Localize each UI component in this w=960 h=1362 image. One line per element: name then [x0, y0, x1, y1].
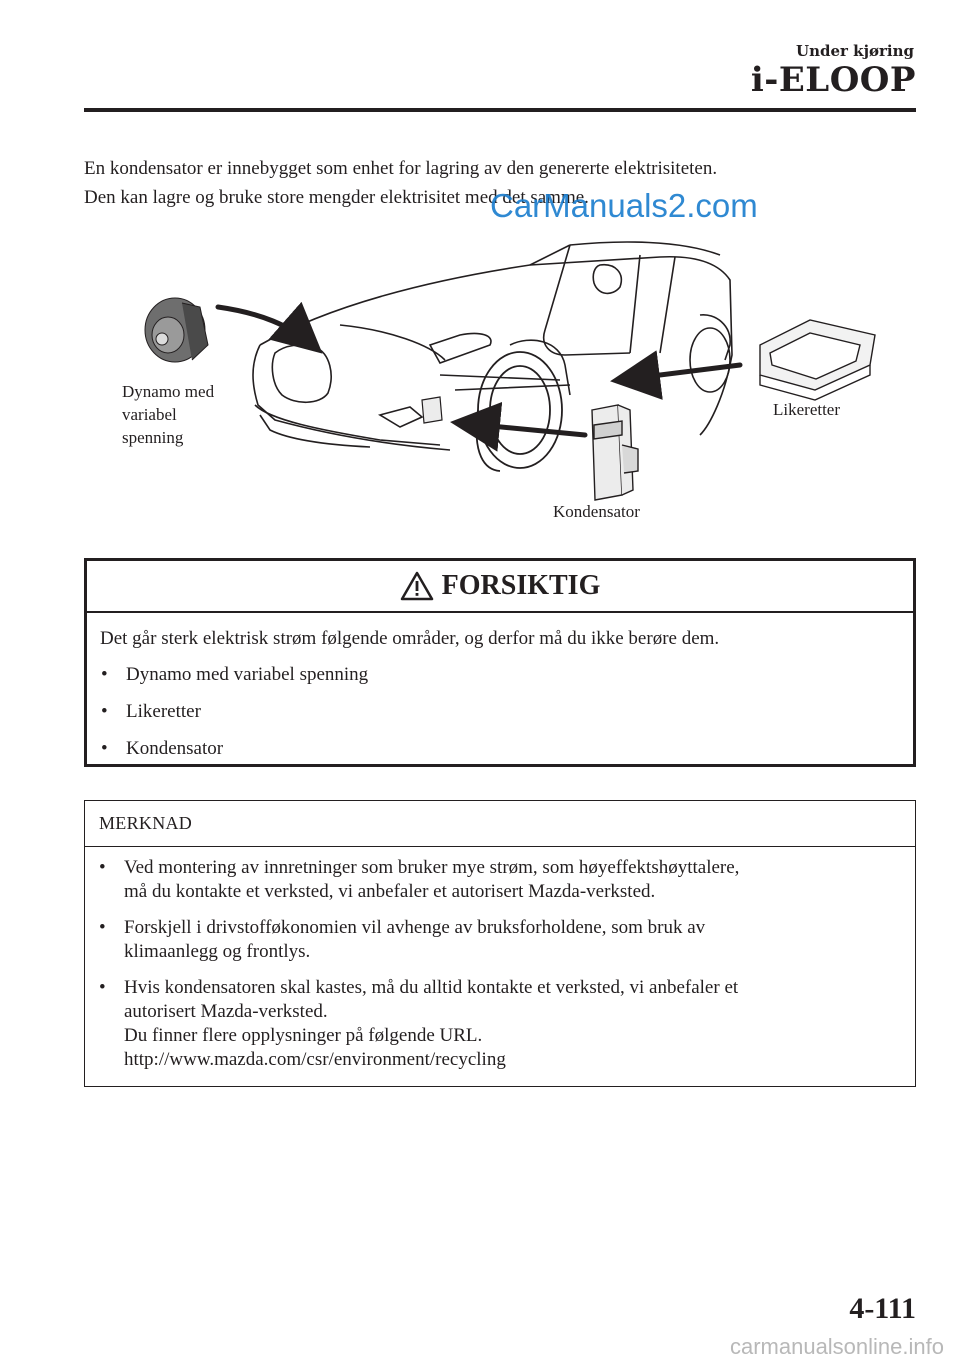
- note-line: Ved montering av innretninger som bruker mye strøm, som høyeffektshøyttalere,: [124, 857, 740, 878]
- warning-triangle-icon: [400, 571, 434, 601]
- header-section-label: Under kjøring: [796, 42, 914, 60]
- note-item: [98, 976, 901, 1072]
- car-illustration: [100, 235, 900, 535]
- caution-item: [100, 699, 899, 725]
- recycling-url[interactable]: http://www.mazda.com/csr/environment/recycling: [124, 1049, 506, 1070]
- note-line: autorisert Mazda-verksted.: [124, 1001, 328, 1022]
- caution-item-text: Kondensator: [126, 738, 224, 759]
- footer-site-text: carmanualsonline.info: [729, 1334, 944, 1359]
- front-wheel: [477, 352, 562, 471]
- note-item: [98, 856, 901, 904]
- note-item-text: [124, 976, 738, 1072]
- rear-wheel: [690, 328, 730, 392]
- page-number: 4-111: [849, 1292, 916, 1325]
- note-item: [98, 916, 901, 964]
- capacitor-callout: Kondensator: [553, 502, 640, 521]
- rectifier-component: [760, 320, 875, 400]
- dynamo-callout-line: spenning: [122, 428, 184, 447]
- intro-line: Den kan lagre og bruke store mengder elektrisitet med det samme.: [84, 187, 589, 208]
- bullet-dot: •: [99, 917, 106, 938]
- caution-body: [87, 613, 913, 762]
- dynamo-callout-line: Dynamo med: [122, 382, 215, 401]
- note-line: må du kontakte et verksted, vi anbefaler et autorisert Mazda-verksted.: [124, 881, 656, 902]
- bullet-dot: •: [99, 977, 106, 998]
- bullet-dot: •: [101, 701, 108, 722]
- note-item-text: [124, 916, 705, 964]
- caution-header: [87, 561, 913, 613]
- watermark-text: CarManuals2.com: [490, 187, 758, 224]
- caution-title: FORSIKTIG: [441, 570, 601, 601]
- bullet-dot: •: [99, 857, 106, 878]
- header-rule: [84, 108, 916, 112]
- caution-item-text: Dynamo med variabel spenning: [126, 664, 369, 685]
- note-line: Forskjell i drivstofføkonomien vil avhenge av bruksforholdene, som bruk av: [124, 917, 706, 938]
- bullet-dot: •: [101, 738, 108, 759]
- note-body: [85, 847, 915, 1072]
- caution-item: [100, 662, 899, 688]
- caution-item-text: Likeretter: [126, 701, 201, 722]
- dynamo-callout-line: variabel: [122, 405, 177, 424]
- page-title: i-ELOOP: [750, 60, 916, 100]
- caution-lead: Det går sterk elektrisk strøm følgende områder, og derfor må du ikke berøre dem.: [100, 628, 720, 649]
- intro-line: En kondensator er innebygget som enhet for lagring av den genererte elektrisiteten.: [84, 158, 718, 179]
- bullet-dot: •: [101, 664, 108, 685]
- bumper-part: [422, 397, 442, 423]
- note-header: MERKNAD: [85, 801, 915, 847]
- note-line: Hvis kondensatoren skal kastes, må du alltid kontakte et verksted, vi anbefaler et: [124, 977, 739, 998]
- note-box: [84, 800, 916, 1087]
- note-line: klimaanlegg og frontlys.: [124, 941, 311, 962]
- capacitor-component: [592, 405, 638, 500]
- car-drawing: [100, 235, 900, 535]
- caution-item: [100, 736, 899, 762]
- note-item-text: [124, 856, 739, 904]
- caution-box: [84, 558, 916, 767]
- dynamo-component: [145, 298, 208, 362]
- car-body: [253, 242, 732, 450]
- rectifier-callout: Likeretter: [773, 400, 841, 419]
- dynamo-callout: [122, 380, 214, 449]
- note-line: Du finner flere opplysninger på følgende URL.: [124, 1025, 483, 1046]
